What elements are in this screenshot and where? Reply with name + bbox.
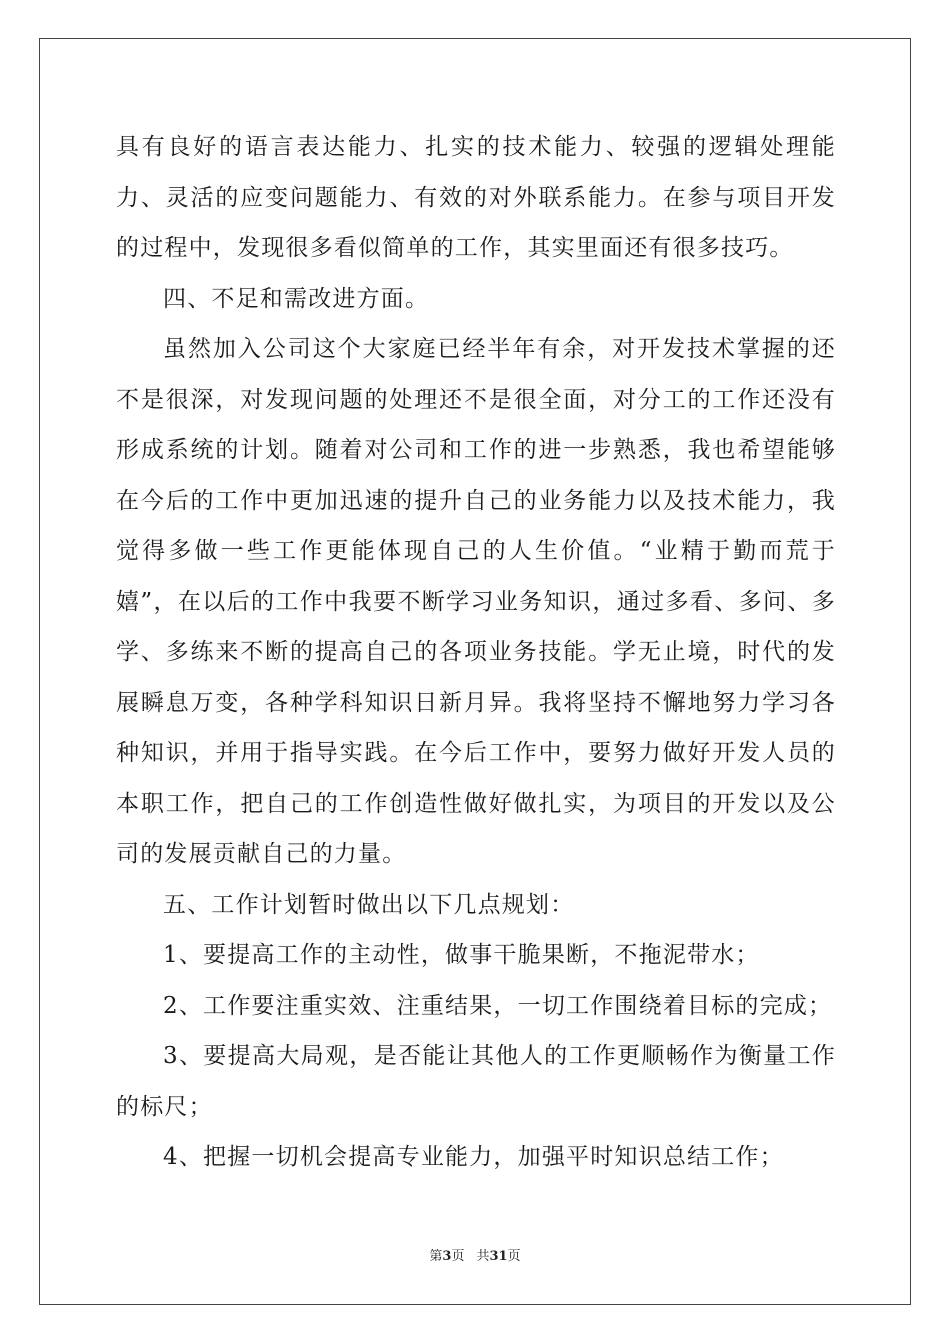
page-number: 3 — [442, 1249, 452, 1264]
document-body — [116, 122, 836, 1183]
plan-item-4: 4、把握一切机会提高专业能力，加强平时知识总结工作； — [163, 1144, 784, 1170]
plan-item-1: 1、要提高工作的主动性，做事干脆果断，不拖泥带水； — [163, 942, 760, 968]
paragraph-intro-continued: 具有良好的语言表达能力、扎实的技术能力、较强的逻辑处理能力、灵活的应变问题能力、有效的对外联系能力。在参与项目开发的过程中，发现很多看似简单的工作，其实里面还有很多技巧。 — [116, 134, 836, 261]
paragraph-shortcomings: 虽然加入公司这个大家庭已经半年有余，对开发技术掌握的还不是很深，对发现问题的处理还不是很全面，对分工的工作还没有形成系统的计划。随着对公司和工作的进一步熟悉，我也希望能够在今后的工作中更加迅速的提升自己的业务能力以及技术能力，我觉得多做一些工作更能体现自己的人生价值。“业精于勤而荒于嬉”，在以后的工作中我要不断学习业务知识，通过多看、多问、多学、多练来不断的提高自己的各项业务技能。学无止境，时代的发展瞬息万变，各种学科知识日新月异。我将坚持不懈地努力学习各种知识，并用于指导实践。在今后工作中，要努力做好开发人员的本职工作，把自己的工作创造性做好做扎实，为项目的开发以及公司的发展贡献自己的力量。 — [116, 336, 836, 867]
section-heading-shortcomings: 四、不足和需改进方面。 — [163, 285, 430, 312]
page-footer — [0, 1245, 950, 1264]
total-pages: 31 — [489, 1249, 508, 1264]
page-suffix: 页 — [451, 1249, 465, 1264]
page-prefix: 第 — [429, 1249, 443, 1264]
section-heading-work-plan: 五、工作计划暂时做出以下几点规划： — [163, 891, 575, 918]
total-prefix: 共 — [476, 1249, 490, 1264]
plan-item-2: 2、工作要注重实效、注重结果，一切工作围绕着目标的完成； — [163, 992, 833, 1019]
total-suffix: 页 — [507, 1249, 521, 1264]
plan-item-3: 3、要提高大局观，是否能让其他人的工作更顺畅作为衡量工作的标尺； — [116, 1043, 836, 1120]
